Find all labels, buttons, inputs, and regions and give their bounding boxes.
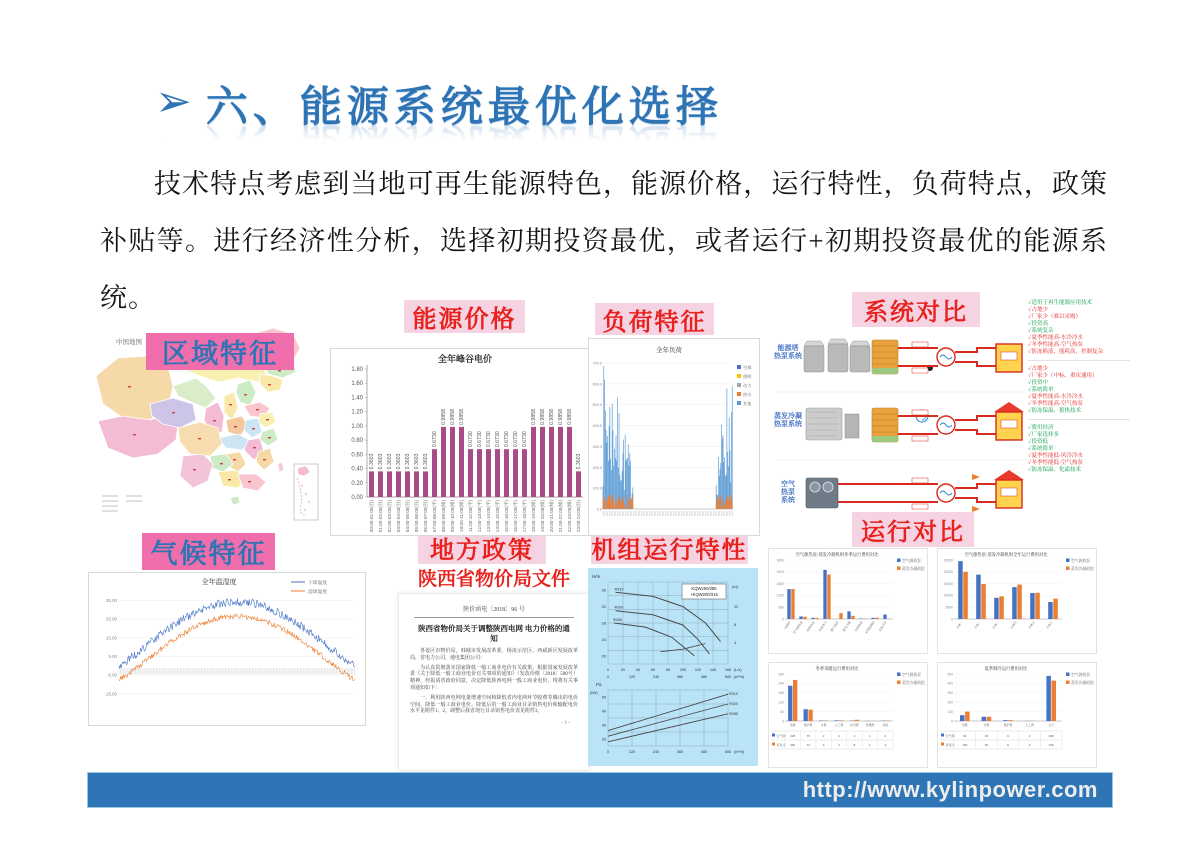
svg-text:-15.00: -15.00 (104, 691, 117, 697)
svg-text:20: 20 (620, 668, 626, 672)
svg-text:240: 240 (652, 675, 660, 679)
svg-text:1.80: 1.80 (351, 367, 363, 373)
svg-text:120: 120 (694, 668, 702, 672)
svg-text:480: 480 (700, 675, 708, 679)
op-compare-4-chart (937, 662, 1097, 768)
svg-text:17:00-18:00(平): 17:00-18:00(平) (522, 500, 528, 533)
system-note-item: ✓夏季性能高-水冷冷水 (1028, 335, 1083, 341)
svg-text:(m³/h): (m³/h) (734, 675, 745, 679)
svg-text:0.3603: 0.3603 (414, 453, 421, 470)
svg-text:空调: 空调 (743, 365, 752, 370)
system-note-item: ✓费用经济 (1028, 425, 1054, 431)
svg-text:00:00-01:00(谷): 00:00-01:00(谷) (369, 500, 375, 533)
svg-text:120: 120 (628, 675, 636, 679)
svg-text:25000: 25000 (943, 558, 953, 563)
svg-text:200: 200 (947, 700, 953, 705)
svg-text:1200: 1200 (776, 593, 784, 598)
system-note-item: ✓厂家少（中标、重庆通用） (1028, 373, 1098, 379)
system-note-item: ✓占地少 (1028, 307, 1049, 313)
svg-text:其他: 其他 (882, 723, 889, 727)
svg-text:400: 400 (947, 681, 953, 686)
svg-text:湿球温度: 湿球温度 (308, 589, 328, 595)
svg-text:3: 3 (884, 743, 887, 747)
footer-url: http://www.kylinpower.com (802, 777, 1098, 802)
doc-page-number: - 1 - (561, 721, 570, 727)
svg-text:地源热泵: 地源热泵 (805, 620, 816, 633)
svg-text:600: 600 (778, 605, 784, 610)
svg-text:09:00-10:00(峰): 09:00-10:00(峰) (450, 500, 456, 533)
svg-text:水费: 水费 (983, 723, 990, 727)
svg-text:45: 45 (984, 734, 989, 738)
svg-text:H/m: H/m (592, 574, 601, 579)
svg-text:水源热泵: 水源热泵 (853, 620, 864, 633)
svg-text:4: 4 (838, 734, 840, 738)
label-load: 负荷特征 (595, 303, 714, 335)
energy-price-svg (331, 349, 589, 535)
svg-text:0.6730: 0.6730 (432, 431, 439, 448)
svg-text:-5.00: -5.00 (106, 672, 117, 678)
label-energy-price: 能源价格 (404, 300, 525, 333)
svg-text:8: 8 (853, 743, 856, 747)
svg-text:人工费: 人工费 (834, 723, 844, 727)
svg-text:空气热泵系统: 空气热泵系统 (781, 481, 795, 504)
svg-text:08:00-09:00(峰): 08:00-09:00(峰) (441, 500, 447, 533)
svg-text:80: 80 (665, 668, 671, 672)
policy-subtitle: 陕西省物价局文件 (417, 569, 570, 590)
svg-text:方案六: 方案六 (1045, 620, 1054, 630)
label-region: 区域特征 (146, 333, 294, 370)
svg-text:04:00-05:00(谷): 04:00-05:00(谷) (405, 500, 411, 533)
svg-text:0.3603: 0.3603 (378, 453, 385, 470)
svg-text:方案二: 方案二 (973, 620, 982, 630)
svg-text:蒸发冷凝: 蒸发冷凝 (841, 620, 852, 633)
svg-text:干球温度: 干球温度 (308, 580, 328, 586)
svg-text:Φ300: Φ300 (614, 605, 624, 610)
op-compare-2-chart (937, 548, 1097, 654)
svg-text:方案五: 方案五 (1027, 620, 1036, 630)
svg-text:空气源热泵: 空气源热泵 (1071, 673, 1090, 677)
system-note-item: ✓夏季性能高-水冷冷水 (1028, 394, 1083, 400)
svg-text:0.00: 0.00 (351, 495, 363, 501)
svg-text:500: 500 (947, 672, 953, 677)
svg-text:0.6730: 0.6730 (504, 431, 511, 448)
svg-text:100: 100 (962, 743, 968, 747)
svg-text:300: 300 (947, 691, 953, 696)
svg-text:120: 120 (778, 700, 784, 705)
svg-text:72: 72 (806, 743, 810, 747)
system-note-item: ✓系统复杂 (1028, 328, 1054, 334)
svg-text:36: 36 (601, 587, 606, 593)
svg-text:430: 430 (1048, 743, 1054, 747)
intro-paragraph: 技术特点考虑到当地可再生能源特色，能源价格，运行特性，负荷特点，政策补贴等。进行经济性分析，选择初期投资最优，或者运行+初期投资最优的能源系统。 (100, 169, 1108, 313)
svg-text:2400: 2400 (776, 570, 784, 575)
system-note-item: ✓系统简单 (1028, 446, 1054, 452)
svg-text:262: 262 (790, 743, 796, 747)
svg-text:2: 2 (1028, 734, 1031, 738)
svg-text:电费: 电费 (789, 723, 796, 727)
svg-text:管理费: 管理费 (865, 723, 875, 727)
svg-text:40: 40 (601, 709, 606, 714)
system-note-item: ✓防冻换液、能耗高、控制复杂 (1028, 349, 1104, 355)
svg-text:方案一: 方案一 (955, 620, 964, 630)
svg-text:20000: 20000 (943, 570, 953, 575)
svg-text:0.80: 0.80 (351, 438, 363, 445)
svg-text:1: 1 (869, 734, 871, 738)
svg-text:蒸发冷凝机组: 蒸发冷凝机组 (902, 567, 925, 571)
svg-text:5000: 5000 (945, 605, 953, 610)
svg-text:9: 9 (1007, 743, 1009, 747)
svg-text:0: 0 (606, 750, 610, 754)
svg-text:市政热力: 市政热力 (817, 620, 828, 633)
system-note-item: ✓投资低 (1028, 439, 1049, 445)
doc-title: 陕西省物价局关于调整陕西电网 电力价格的通知 (418, 624, 570, 643)
svg-text:03:00-04:00(谷): 03:00-04:00(谷) (396, 500, 402, 533)
svg-text:人工费: 人工费 (1025, 723, 1034, 727)
svg-text:50: 50 (601, 695, 606, 700)
svg-text:1.00: 1.00 (351, 423, 363, 430)
system-note-item: ✓厂家少（难以采购） (1028, 314, 1082, 320)
svg-text:0.3603: 0.3603 (405, 453, 412, 470)
svg-text:多能互补: 多能互补 (877, 620, 888, 633)
svg-text:其他: 其他 (743, 401, 752, 406)
svg-text:0.6730: 0.6730 (495, 431, 502, 448)
svg-text:240: 240 (652, 750, 660, 754)
doc-divider (414, 617, 574, 618)
svg-text:0: 0 (606, 675, 610, 679)
svg-text:太阳能辅助: 太阳能辅助 (863, 620, 876, 635)
svg-text:Φ319: Φ319 (729, 692, 738, 697)
svg-text:480: 480 (1048, 734, 1054, 738)
svg-text:4: 4 (838, 743, 840, 747)
label-climate: 气候特征 (142, 533, 275, 570)
svg-text:10:00-11:00(峰): 10:00-11:00(峰) (459, 500, 465, 532)
svg-text:60: 60 (650, 668, 656, 672)
svg-text:600: 600 (724, 675, 732, 679)
system-notes-list (1028, 298, 1130, 530)
svg-text:11:00-12:00(平): 11:00-12:00(平) (468, 500, 474, 532)
svg-text:18:00-19:00(峰): 18:00-19:00(峰) (531, 500, 537, 533)
svg-text:240: 240 (778, 681, 784, 686)
svg-text:0.9858: 0.9858 (549, 409, 556, 425)
svg-text:蒸发冷凝热泵系统: 蒸发冷凝热泵系统 (774, 413, 802, 428)
svg-text:0.6730: 0.6730 (486, 431, 493, 448)
svg-text:20: 20 (601, 737, 606, 742)
svg-text:0.0: 0.0 (596, 507, 602, 512)
svg-text:01:00-02:00(谷): 01:00-02:00(谷) (378, 500, 384, 533)
svg-text:空气源热泵-蒸发冷凝机组冬季运行费用对比: 空气源热泵-蒸发冷凝机组冬季运行费用对比 (795, 552, 879, 557)
svg-text:06:00-07:00(谷): 06:00-07:00(谷) (423, 500, 429, 533)
svg-text:水费: 水费 (820, 723, 827, 727)
svg-text:25.00: 25.00 (106, 616, 117, 622)
map-caption: 中国地图 (116, 339, 142, 346)
svg-text:500.0: 500.0 (592, 403, 602, 408)
svg-text:225: 225 (790, 734, 796, 738)
title-row (155, 74, 723, 134)
system-note-item: ✓占地少 (1028, 366, 1049, 372)
label-system-compare: 系统对比 (852, 292, 980, 327)
svg-text:蒸发冷: 蒸发冷 (945, 743, 955, 747)
svg-text:15000: 15000 (943, 581, 953, 586)
system-note-item: ✓防冻保温、蓄热技术 (1028, 408, 1082, 414)
svg-text:(L/s): (L/s) (734, 668, 742, 672)
svg-text:12:00-13:00(平): 12:00-13:00(平) (477, 500, 483, 533)
svg-text:KQW250/285: KQW250/285 (691, 586, 717, 591)
svg-text:蒸发冷凝机组: 蒸发冷凝机组 (902, 681, 925, 685)
system-note-item: ✓投资中 (1028, 380, 1049, 386)
svg-text:蒸发冷凝机组: 蒸发冷凝机组 (1071, 567, 1094, 571)
svg-text:热水: 热水 (743, 392, 752, 397)
svg-text:0.9858: 0.9858 (459, 409, 466, 425)
doc-number: 陕价函电〔2018〕96 号 (463, 607, 525, 613)
svg-text:0.3603: 0.3603 (576, 453, 583, 470)
op_compare_3-svg (769, 663, 927, 767)
svg-text:合计: 合计 (1048, 723, 1055, 727)
svg-text:电锅炉: 电锅炉 (783, 620, 792, 630)
svg-text:0.9858: 0.9858 (567, 409, 574, 425)
svg-text:32: 32 (601, 604, 606, 610)
svg-text:0: 0 (951, 719, 953, 724)
svg-text:400.0: 400.0 (592, 424, 602, 429)
svg-text:Φ285: Φ285 (613, 618, 622, 622)
svg-text:维护费: 维护费 (803, 723, 813, 727)
system-note-item: ✓适用于再生能源应用技术 (1028, 300, 1093, 306)
system-diagrams (772, 326, 1030, 528)
svg-text:140: 140 (709, 668, 717, 672)
svg-text:维护费: 维护费 (1003, 723, 1013, 727)
doc-paragraph: 各设区市物价局，韩城市发展改革委，杨凌示范区、西咸新区发展改革局，省电力公司、地电集团公司： (410, 649, 578, 661)
svg-text:0.40: 0.40 (351, 466, 363, 473)
svg-text:2: 2 (853, 734, 856, 738)
system-note-item: ✓投资高 (1028, 321, 1049, 327)
svg-text:07:00-08:00(平): 07:00-08:00(平) (432, 500, 438, 533)
svg-text:Pa: Pa (596, 682, 602, 687)
svg-text:Φ319: Φ319 (614, 587, 624, 592)
svg-text:折旧费: 折旧费 (850, 723, 859, 727)
svg-text:30: 30 (601, 723, 606, 728)
system-note-item: ✓厂家选择多 (1028, 432, 1060, 438)
system-note-item: ✓夏季性能低-风冷冷水 (1028, 453, 1083, 459)
system-note-item: ✓冬季性能高-空气热泵 (1028, 401, 1083, 407)
op_compare_1-svg (769, 549, 927, 653)
svg-text:照明: 照明 (743, 374, 752, 379)
svg-text:空气源热泵: 空气源热泵 (902, 673, 921, 677)
svg-text:0.3603: 0.3603 (423, 453, 430, 470)
svg-text:700.0: 700.0 (592, 361, 602, 366)
svg-text:35.00: 35.00 (106, 597, 117, 603)
svg-text:3: 3 (822, 743, 825, 747)
svg-text:600.0: 600.0 (592, 382, 602, 387)
svg-text:全年峰谷电价: 全年峰谷电价 (437, 354, 493, 364)
svg-text:0.9858: 0.9858 (450, 409, 457, 425)
svg-text:10000: 10000 (943, 593, 953, 598)
footer-bar (87, 772, 1113, 808)
system-note-group (1028, 423, 1130, 478)
climate-svg (89, 573, 365, 725)
svg-text:+KQW200/315: +KQW200/315 (690, 592, 718, 597)
svg-text:0: 0 (951, 617, 953, 622)
svg-text:05:00-06:00(谷): 05:00-06:00(谷) (414, 500, 420, 533)
system-note-item: ✓冬季性能低-空气热泵 (1028, 460, 1083, 466)
svg-text:02:00-03:00(谷): 02:00-03:00(谷) (387, 500, 393, 533)
svg-text:0.3603: 0.3603 (387, 453, 394, 470)
svg-text:Φ285: Φ285 (729, 711, 738, 716)
svg-text:0.6730: 0.6730 (513, 431, 520, 448)
op_compare_2-svg (938, 549, 1096, 653)
svg-text:0.9858: 0.9858 (558, 409, 565, 425)
svg-text:60: 60 (780, 709, 784, 714)
svg-text:0.9858: 0.9858 (531, 409, 538, 425)
arrow-bullet-icon: ➢ (155, 77, 192, 126)
policy-document (398, 593, 590, 771)
svg-text:15:00-16:00(平): 15:00-16:00(平) (504, 500, 510, 533)
svg-text:全年负荷: 全年负荷 (656, 347, 682, 354)
label-operation-compare: 运行对比 (852, 512, 974, 547)
svg-text:100: 100 (947, 709, 953, 714)
svg-text:480: 480 (700, 750, 708, 754)
svg-text:(kW): (kW) (590, 691, 598, 695)
svg-text:15.00: 15.00 (106, 635, 117, 641)
svg-text:(m): (m) (732, 584, 738, 589)
system-note-group (1028, 298, 1130, 361)
svg-text:19:00-20:00(峰): 19:00-20:00(峰) (540, 500, 546, 533)
svg-text:0.9858: 0.9858 (441, 409, 448, 425)
svg-text:3: 3 (822, 734, 825, 738)
svg-text:动力: 动力 (743, 383, 752, 388)
svg-text:23:00-24:00(谷): 23:00-24:00(谷) (576, 500, 582, 533)
svg-text:全年温湿度: 全年温湿度 (201, 579, 237, 586)
svg-text:Φ300: Φ300 (729, 702, 738, 706)
svg-text:1.60: 1.60 (351, 381, 363, 388)
system-note-group (1028, 364, 1130, 420)
svg-text:16:00-17:00(平): 16:00-17:00(平) (513, 500, 519, 533)
svg-text:能源塔热泵系统: 能源塔热泵系统 (774, 345, 802, 360)
svg-text:0.20: 0.20 (351, 480, 363, 487)
svg-text:空气源: 空气源 (945, 734, 955, 738)
svg-text:300: 300 (778, 672, 784, 677)
pump-curves-svg (588, 568, 758, 766)
svg-text:方案三: 方案三 (991, 620, 1000, 630)
svg-text:20:00-21:00(峰): 20:00-21:00(峰) (549, 500, 555, 533)
svg-text:1.40: 1.40 (351, 395, 363, 402)
op_compare_4-svg (938, 663, 1096, 767)
label-unit-curves: 机组运行特性 (591, 530, 748, 564)
svg-text:120: 120 (628, 750, 636, 754)
climate-chart (88, 572, 366, 726)
svg-text:600: 600 (724, 750, 732, 754)
load-profile-chart (588, 338, 760, 536)
svg-text:360: 360 (676, 750, 684, 754)
pump-curves-panel (588, 568, 758, 766)
svg-text:12: 12 (734, 605, 739, 609)
doc-paragraph: 一、利用陕西电网电量增速空间和降低省内电网环节收费等腾出的电价空间，降低一般工商业电价。降低后的一般工商业目录销售电价和输配电价水平见附件1、2，调整后我省现行目录销售电价表见附件3。 (410, 695, 578, 715)
svg-text:0.6730: 0.6730 (477, 431, 484, 448)
svg-text:28: 28 (601, 620, 606, 626)
svg-text:200.0: 200.0 (592, 465, 602, 470)
svg-text:360: 360 (676, 675, 684, 679)
svg-text:空气源热泵: 空气源热泵 (1071, 559, 1090, 563)
svg-text:3000: 3000 (776, 558, 784, 563)
svg-text:空气源: 空气源 (776, 734, 786, 738)
svg-text:300.0: 300.0 (592, 444, 602, 449)
svg-text:0.3603: 0.3603 (396, 453, 403, 470)
svg-text:0.6730: 0.6730 (522, 431, 529, 448)
svg-text:24: 24 (601, 636, 606, 642)
svg-text:(m³/h): (m³/h) (734, 750, 745, 754)
svg-text:20: 20 (601, 653, 606, 659)
page-title: 六、能源系统最优化选择 (205, 82, 723, 131)
doc-paragraph: 为认真贯彻落实国家降低一般工商业电价有关政策，根据国家发展改革委《关于降低一般工商业电价有关事项的通知》（发改价格〔2018〕500号）精神，经报请省政府同意，决定降低陕西电网一般工商业电价，现将有关事项通知如下： (410, 665, 578, 691)
svg-text:21:00-22:00(峰): 21:00-22:00(峰) (558, 500, 564, 533)
svg-text:2: 2 (884, 734, 887, 738)
svg-text:0: 0 (782, 719, 784, 724)
op-compare-3-chart (768, 662, 928, 768)
svg-text:空气源热泵: 空气源热泵 (902, 559, 921, 563)
svg-text:0.3603: 0.3603 (369, 453, 376, 470)
svg-text:40: 40 (635, 668, 641, 672)
svg-text:1: 1 (869, 743, 871, 747)
svg-text:5.00: 5.00 (108, 653, 117, 659)
svg-text:0.9858: 0.9858 (540, 409, 547, 425)
svg-text:燃气锅炉: 燃气锅炉 (829, 620, 840, 633)
svg-text:1.20: 1.20 (351, 409, 363, 416)
svg-text:62: 62 (963, 734, 967, 738)
svg-text:100: 100 (679, 668, 687, 672)
operation-compare-charts (768, 548, 1095, 767)
op-compare-1-chart (768, 548, 928, 654)
svg-text:4: 4 (734, 641, 737, 645)
svg-text:180: 180 (778, 691, 784, 696)
system-note-item: ✓冬季性能高-空气热泵 (1028, 342, 1083, 348)
svg-text:蒸发冷凝机组: 蒸发冷凝机组 (1071, 681, 1094, 685)
svg-text:电费: 电费 (961, 723, 968, 727)
svg-text:3: 3 (1028, 743, 1031, 747)
svg-text:1800: 1800 (776, 581, 784, 586)
svg-text:160: 160 (724, 668, 732, 672)
svg-text:14:00-15:00(平): 14:00-15:00(平) (495, 500, 501, 533)
energy-price-chart (330, 348, 590, 536)
svg-text:0.6730: 0.6730 (468, 431, 475, 448)
svg-text:9: 9 (1007, 734, 1009, 738)
label-policy: 地方政策 (418, 530, 546, 564)
svg-text:空气源热泵-蒸发冷凝机组全年运行费用对比: 空气源热泵-蒸发冷凝机组全年运行费用对比 (964, 552, 1048, 557)
svg-text:45: 45 (984, 743, 989, 747)
svg-text:100.0: 100.0 (592, 486, 602, 491)
svg-text:夏季制冷运行费用对比: 夏季制冷运行费用对比 (984, 666, 1028, 671)
annual-load-svg (589, 339, 759, 535)
svg-text:13:00-14:00(平): 13:00-14:00(平) (486, 500, 492, 533)
svg-text:22:00-23:00(峰): 22:00-23:00(峰) (567, 500, 573, 533)
svg-text:空气源热泵: 空气源热泵 (791, 620, 804, 635)
svg-text:蒸发冷: 蒸发冷 (776, 743, 786, 747)
system-note-item: ✓防冻保温、化霜技术 (1028, 467, 1082, 473)
svg-text:8: 8 (734, 623, 737, 627)
svg-text:75: 75 (806, 734, 810, 738)
svg-text:方案四: 方案四 (1009, 620, 1018, 630)
svg-text:0: 0 (782, 617, 784, 622)
system-note-item: ✓系统简单 (1028, 387, 1054, 393)
doc-body (410, 649, 578, 716)
svg-text:冬季采暖运行费用对比: 冬季采暖运行费用对比 (815, 666, 859, 671)
svg-text:0.60: 0.60 (351, 452, 363, 459)
svg-text:0: 0 (606, 668, 610, 672)
